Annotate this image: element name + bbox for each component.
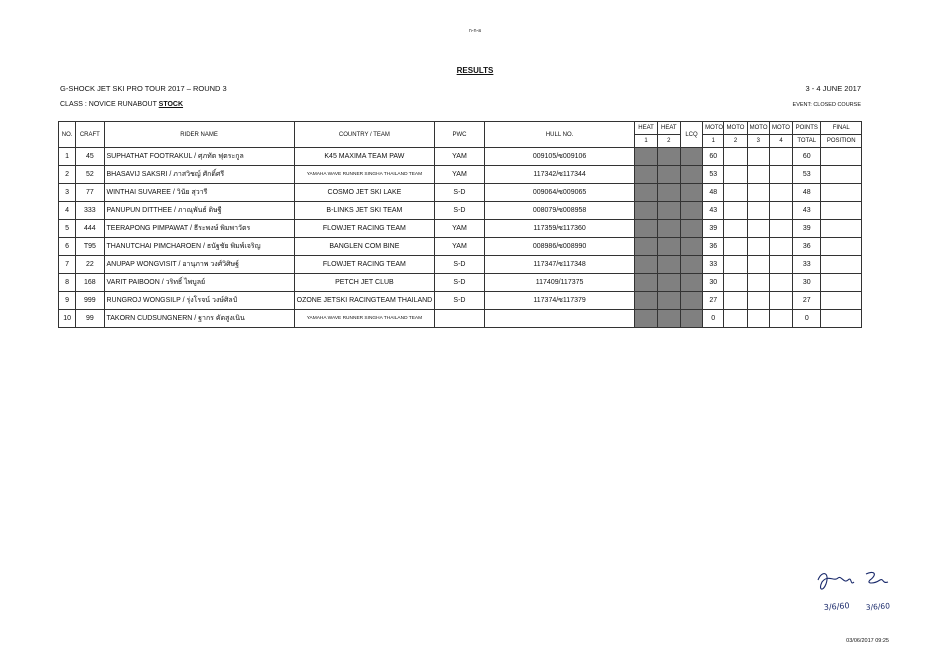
class-prefix: CLASS : NOVICE RUNABOUT — [60, 101, 159, 108]
cell-team: PETCH JET CLUB — [294, 274, 435, 292]
cell-team: YAMAHA WAVE RUNNER SINGHA THAILAND TEAM — [294, 166, 435, 184]
cell-hull: 009105/ซ009106 — [484, 148, 635, 166]
col-final-sub: POSITION — [821, 135, 862, 148]
event-type: EVENT: CLOSED COURSE — [792, 102, 861, 108]
cell-moto4 — [769, 184, 792, 202]
cell-pwc — [435, 310, 485, 328]
cell-moto2 — [724, 148, 747, 166]
col-lcq: LCQ — [680, 122, 702, 148]
cell-moto4 — [769, 274, 792, 292]
cell-craft: 45 — [76, 148, 104, 166]
cell-points: 48 — [793, 184, 821, 202]
col-pwc: PWC — [435, 122, 485, 148]
cell-heat1 — [635, 292, 657, 310]
col-points-sub: TOTAL — [793, 135, 821, 148]
signature-image — [808, 560, 898, 620]
cell-hull: 117359/ซ117360 — [484, 220, 635, 238]
cell-heat2 — [657, 184, 680, 202]
page-mark: ก-ก-อ — [468, 28, 482, 34]
table-row — [59, 274, 862, 292]
cell-moto2 — [724, 184, 747, 202]
cell-heat2 — [657, 274, 680, 292]
cell-heat2 — [657, 238, 680, 256]
col-heat2: HEAT — [657, 122, 680, 135]
col-moto4: MOTO — [769, 122, 792, 135]
cell-no: 7 — [59, 256, 76, 274]
cell-heat2 — [657, 256, 680, 274]
cell-lcq — [680, 256, 702, 274]
col-heat2-sub: 2 — [657, 135, 680, 148]
cell-rider: BHASAVIJ SAKSRI / ภาสวิชญ์ ศักดิ์ศรี — [104, 166, 294, 184]
cell-heat2 — [657, 310, 680, 328]
cell-team: YAMAHA WAVE RUNNER SINGHA THAILAND TEAM — [294, 310, 435, 328]
cell-lcq — [680, 184, 702, 202]
cell-craft: 22 — [76, 256, 104, 274]
cell-moto2 — [724, 256, 747, 274]
cell-craft: 444 — [76, 220, 104, 238]
cell-final — [821, 202, 862, 220]
cell-rider: SUPHATHAT FOOTRAKUL / ศุภทัต ฟุตระกูล — [104, 148, 294, 166]
table-row — [59, 238, 862, 256]
cell-heat2 — [657, 148, 680, 166]
cell-moto1: 0 — [703, 310, 724, 328]
cell-moto4 — [769, 238, 792, 256]
cell-moto3 — [747, 238, 769, 256]
cell-moto4 — [769, 148, 792, 166]
cell-moto3 — [747, 274, 769, 292]
cell-hull: 117347/ซ117348 — [484, 256, 635, 274]
cell-heat1 — [635, 220, 657, 238]
cell-pwc: YAM — [435, 166, 485, 184]
table-row — [59, 202, 862, 220]
cell-heat1 — [635, 166, 657, 184]
table-row — [59, 166, 862, 184]
col-moto3: MOTO — [747, 122, 769, 135]
cell-moto2 — [724, 166, 747, 184]
cell-no: 9 — [59, 292, 76, 310]
cell-heat1 — [635, 184, 657, 202]
signature-date-2: 3/6/60 — [865, 601, 891, 612]
cell-points: 30 — [793, 274, 821, 292]
cell-lcq — [680, 310, 702, 328]
cell-no: 4 — [59, 202, 76, 220]
col-points: POINTS — [793, 122, 821, 135]
cell-team: FLOWJET RACING TEAM — [294, 220, 435, 238]
cell-moto2 — [724, 238, 747, 256]
cell-points: 36 — [793, 238, 821, 256]
cell-moto4 — [769, 166, 792, 184]
cell-moto3 — [747, 310, 769, 328]
col-heat1-sub: 1 — [635, 135, 657, 148]
cell-rider: RUNGROJ WONGSILP / รุ่งโรจน์ วงษ์ศิลป์ — [104, 292, 294, 310]
cell-team: OZONE JETSKI RACINGTEAM THAILAND — [294, 292, 435, 310]
cell-moto3 — [747, 220, 769, 238]
col-final: FINAL — [821, 122, 862, 135]
cell-moto4 — [769, 220, 792, 238]
signature-date-1: 3/6/60 — [823, 601, 850, 612]
cell-heat2 — [657, 166, 680, 184]
table-row — [59, 310, 862, 328]
cell-hull — [484, 310, 635, 328]
cell-lcq — [680, 166, 702, 184]
cell-moto1: 43 — [703, 202, 724, 220]
cell-moto2 — [724, 220, 747, 238]
cell-no: 1 — [59, 148, 76, 166]
cell-moto2 — [724, 274, 747, 292]
cell-points: 60 — [793, 148, 821, 166]
cell-final — [821, 238, 862, 256]
cell-final — [821, 220, 862, 238]
cell-final — [821, 274, 862, 292]
class-line — [60, 101, 183, 108]
cell-hull: 117374/ซ117379 — [484, 292, 635, 310]
cell-pwc: S-D — [435, 292, 485, 310]
event-date: 3 - 4 JUNE 2017 — [805, 84, 861, 93]
cell-craft: 999 — [76, 292, 104, 310]
col-no: NO. — [59, 122, 76, 148]
cell-lcq — [680, 220, 702, 238]
cell-heat1 — [635, 148, 657, 166]
cell-team: K45 MAXIMA TEAM PAW — [294, 148, 435, 166]
cell-rider: WINTHAI SUVAREE / วินัย สุวารี — [104, 184, 294, 202]
cell-final — [821, 310, 862, 328]
cell-no: 6 — [59, 238, 76, 256]
cell-pwc: S-D — [435, 256, 485, 274]
cell-final — [821, 184, 862, 202]
cell-heat1 — [635, 202, 657, 220]
cell-heat2 — [657, 220, 680, 238]
cell-pwc: S-D — [435, 202, 485, 220]
cell-final — [821, 292, 862, 310]
cell-rider: TAKORN CUDSUNGNERN / ฐากร คัดสูงเนิน — [104, 310, 294, 328]
cell-moto3 — [747, 202, 769, 220]
col-team: COUNTRY / TEAM — [294, 122, 435, 148]
cell-moto3 — [747, 292, 769, 310]
cell-moto4 — [769, 202, 792, 220]
cell-moto1: 53 — [703, 166, 724, 184]
col-moto3-sub: 3 — [747, 135, 769, 148]
cell-no: 3 — [59, 184, 76, 202]
cell-lcq — [680, 202, 702, 220]
cell-heat1 — [635, 238, 657, 256]
cell-no: 8 — [59, 274, 76, 292]
cell-points: 43 — [793, 202, 821, 220]
cell-points: 0 — [793, 310, 821, 328]
col-heat1: HEAT — [635, 122, 657, 135]
cell-final — [821, 148, 862, 166]
cell-moto3 — [747, 256, 769, 274]
cell-craft: 99 — [76, 310, 104, 328]
cell-moto1: 60 — [703, 148, 724, 166]
cell-points: 33 — [793, 256, 821, 274]
cell-craft: 168 — [76, 274, 104, 292]
cell-points: 27 — [793, 292, 821, 310]
cell-heat1 — [635, 256, 657, 274]
cell-pwc: S-D — [435, 184, 485, 202]
cell-moto1: 30 — [703, 274, 724, 292]
event-title: G-SHOCK JET SKI PRO TOUR 2017 – ROUND 3 — [60, 84, 227, 93]
cell-moto2 — [724, 310, 747, 328]
cell-rider: THANUTCHAI PIMCHAROEN / ธนัฐชัย พิมพ์เจริญ — [104, 238, 294, 256]
table-row — [59, 292, 862, 310]
results-body — [59, 148, 862, 328]
results-table — [58, 121, 862, 328]
cell-final — [821, 166, 862, 184]
results-heading: RESULTS — [456, 66, 494, 75]
cell-moto4 — [769, 256, 792, 274]
cell-hull: 008986/ซ008990 — [484, 238, 635, 256]
cell-moto1: 33 — [703, 256, 724, 274]
cell-team: FLOWJET RACING TEAM — [294, 256, 435, 274]
cell-moto1: 39 — [703, 220, 724, 238]
cell-moto4 — [769, 292, 792, 310]
cell-hull: 008079/ซ008958 — [484, 202, 635, 220]
cell-no: 10 — [59, 310, 76, 328]
cell-moto2 — [724, 202, 747, 220]
cell-team: B-LINKS JET SKI TEAM — [294, 202, 435, 220]
col-moto1-sub: 1 — [703, 135, 724, 148]
cell-rider: TEERAPONG PIMPAWAT / ธีระพงษ์ พิมพาวัตร — [104, 220, 294, 238]
cell-craft: 333 — [76, 202, 104, 220]
cell-rider: VARIT PAIBOON / วริทธิ์ ไพบูลย์ — [104, 274, 294, 292]
cell-lcq — [680, 148, 702, 166]
cell-no: 5 — [59, 220, 76, 238]
cell-moto4 — [769, 310, 792, 328]
cell-no: 2 — [59, 166, 76, 184]
cell-rider: PANUPUN DITTHEE / ภาณุพันธ์ ดิษฐี — [104, 202, 294, 220]
cell-rider: ANUPAP WONGVISIT / อานุภาพ วงศ์วิศิษฐ์ — [104, 256, 294, 274]
cell-hull: 117342/ซ117344 — [484, 166, 635, 184]
cell-hull: 009064/ซ009065 — [484, 184, 635, 202]
header-row — [59, 122, 862, 135]
cell-moto3 — [747, 166, 769, 184]
table-row — [59, 256, 862, 274]
table-row — [59, 220, 862, 238]
col-rider: RIDER NAME — [104, 122, 294, 148]
cell-points: 53 — [793, 166, 821, 184]
col-moto4-sub: 4 — [769, 135, 792, 148]
cell-moto2 — [724, 292, 747, 310]
cell-moto3 — [747, 184, 769, 202]
cell-craft: 77 — [76, 184, 104, 202]
cell-craft: 52 — [76, 166, 104, 184]
cell-pwc: S-D — [435, 274, 485, 292]
cell-heat1 — [635, 274, 657, 292]
cell-team: COSMO JET SKI LAKE — [294, 184, 435, 202]
col-hull: HULL NO. — [484, 122, 635, 148]
cell-points: 39 — [793, 220, 821, 238]
table-row — [59, 184, 862, 202]
cell-lcq — [680, 274, 702, 292]
signature-stroke-1 — [818, 574, 854, 589]
table-row — [59, 148, 862, 166]
cell-heat2 — [657, 202, 680, 220]
signature-stroke-2 — [866, 572, 888, 583]
cell-moto1: 48 — [703, 184, 724, 202]
cell-craft: T95 — [76, 238, 104, 256]
cell-pwc: YAM — [435, 238, 485, 256]
cell-team: BANGLEN COM BINE — [294, 238, 435, 256]
col-craft: CRAFT — [76, 122, 104, 148]
cell-final — [821, 256, 862, 274]
print-timestamp: 03/06/2017 09:25 — [846, 638, 889, 644]
col-moto2: MOTO — [724, 122, 747, 135]
cell-heat2 — [657, 292, 680, 310]
class-emphasis: STOCK — [158, 101, 184, 108]
cell-hull: 117409/117375 — [484, 274, 635, 292]
cell-moto1: 27 — [703, 292, 724, 310]
cell-moto3 — [747, 148, 769, 166]
cell-lcq — [680, 238, 702, 256]
col-moto1: MOTO — [703, 122, 724, 135]
cell-pwc: YAM — [435, 148, 485, 166]
cell-pwc: YAM — [435, 220, 485, 238]
cell-heat1 — [635, 310, 657, 328]
col-moto2-sub: 2 — [724, 135, 747, 148]
cell-lcq — [680, 292, 702, 310]
cell-moto1: 36 — [703, 238, 724, 256]
